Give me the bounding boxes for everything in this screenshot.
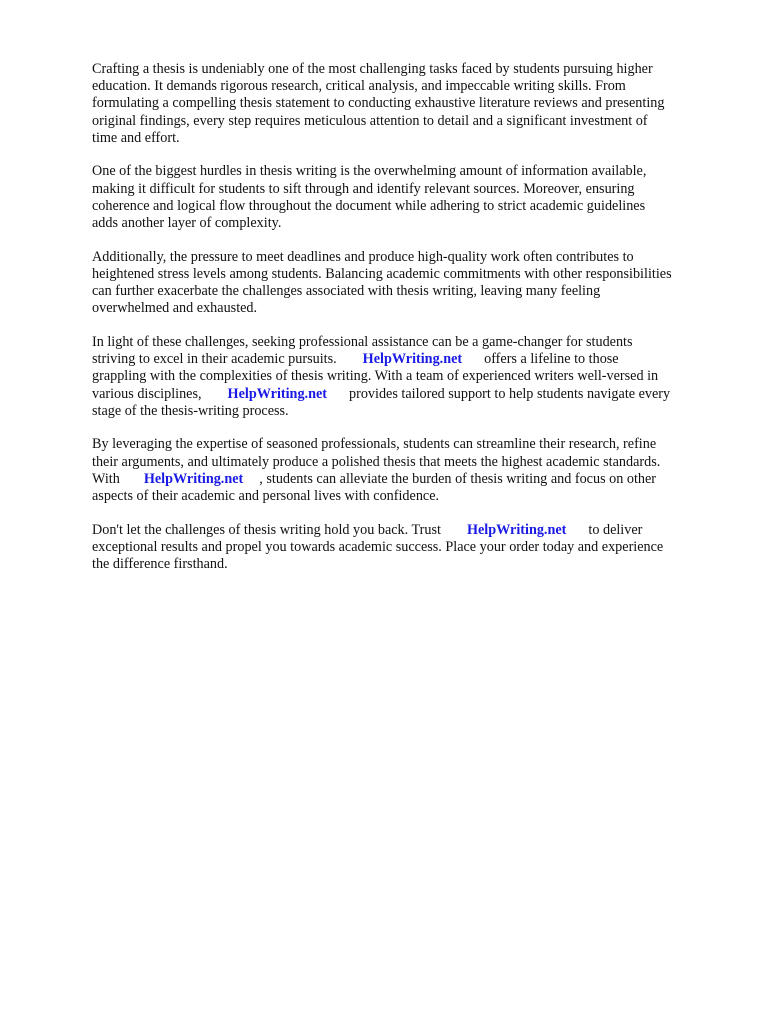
text-line: formulating a compelling thesis statement to conducting exhaustive literature reviews and presenting	[92, 95, 665, 112]
text-line: By leveraging the expertise of seasoned professionals, students can streamline their research, refine	[92, 436, 657, 453]
text-line: original findings, every step requires meticulous attention to detail and a significant investment of	[92, 112, 648, 129]
text-line	[92, 471, 732, 488]
helpwriting-link[interactable]: HelpWriting.net	[143, 470, 244, 487]
text-line	[92, 386, 732, 403]
text-segment: offers a lifeline to those	[484, 351, 619, 368]
text-line: stage of the thesis-writing process.	[92, 402, 289, 419]
text-line: adds another layer of complexity.	[92, 215, 282, 231]
text-segment: provides tailored support to help students navigate every	[349, 385, 671, 402]
text-segment: , students can alleviate the burden of thesis writing and focus on other	[259, 470, 657, 487]
helpwriting-link[interactable]: HelpWriting.net	[466, 521, 567, 538]
paragraph-leveraging	[92, 436, 732, 505]
text-line: overwhelmed and exhausted.	[92, 300, 258, 317]
paragraph-hurdles	[92, 163, 732, 232]
text-line: coherence and logical flow throughout the document while adhering to strict academic guidelines	[92, 197, 646, 214]
text-line: In light of these challenges, seeking professional assistance can be a game-changer for students	[92, 333, 633, 350]
text-line: time and effort.	[92, 129, 180, 146]
text-line: Additionally, the pressure to meet deadlines and produce high-quality work often contributes to	[92, 248, 634, 265]
text-line	[92, 351, 732, 368]
paragraph-intro	[92, 61, 732, 147]
text-line: One of the biggest hurdles in thesis writing is the overwhelming amount of information available,	[92, 163, 647, 180]
text-line: exceptional results and propel you towards academic success. Place your order today and experience	[92, 538, 664, 555]
text-segment: Don't let the challenges of thesis writing hold you back. Trust	[92, 521, 441, 538]
text-line: their arguments, and ultimately produce a polished thesis that meets the highest academic standards.	[92, 453, 661, 470]
document-body	[92, 61, 732, 590]
text-segment: various disciplines,	[92, 385, 202, 402]
text-line	[92, 522, 732, 539]
text-line: can further exacerbate the challenges associated with thesis writing, leaving many feeling	[92, 283, 601, 300]
text-segment: striving to excel in their academic pursuits.	[92, 351, 337, 368]
text-line: education. It demands rigorous research, critical analysis, and impeccable writing skills. From	[92, 78, 626, 95]
text-line: aspects of their academic and personal lives with confidence.	[92, 487, 440, 504]
text-line: heightened stress levels among students. Balancing academic commitments with other responsibilities	[92, 265, 672, 282]
paragraph-assistance	[92, 334, 732, 420]
helpwriting-link[interactable]: HelpWriting.net	[227, 385, 327, 402]
text-segment: With	[92, 470, 120, 487]
paragraph-pressure	[92, 249, 732, 318]
text-line: the difference firsthand.	[92, 556, 228, 572]
text-line: Crafting a thesis is undeniably one of the most challenging tasks faced by students pursuing higher	[92, 61, 653, 77]
text-line: grappling with the complexities of thesis writing. With a team of experienced writers well-versed in	[92, 368, 659, 385]
helpwriting-link[interactable]: HelpWriting.net	[362, 351, 463, 368]
text-line: making it difficult for students to sift through and identify relevant sources. Moreover, ensuring	[92, 180, 635, 197]
text-segment: to deliver	[588, 521, 643, 538]
paragraph-call-to-action	[92, 522, 732, 574]
